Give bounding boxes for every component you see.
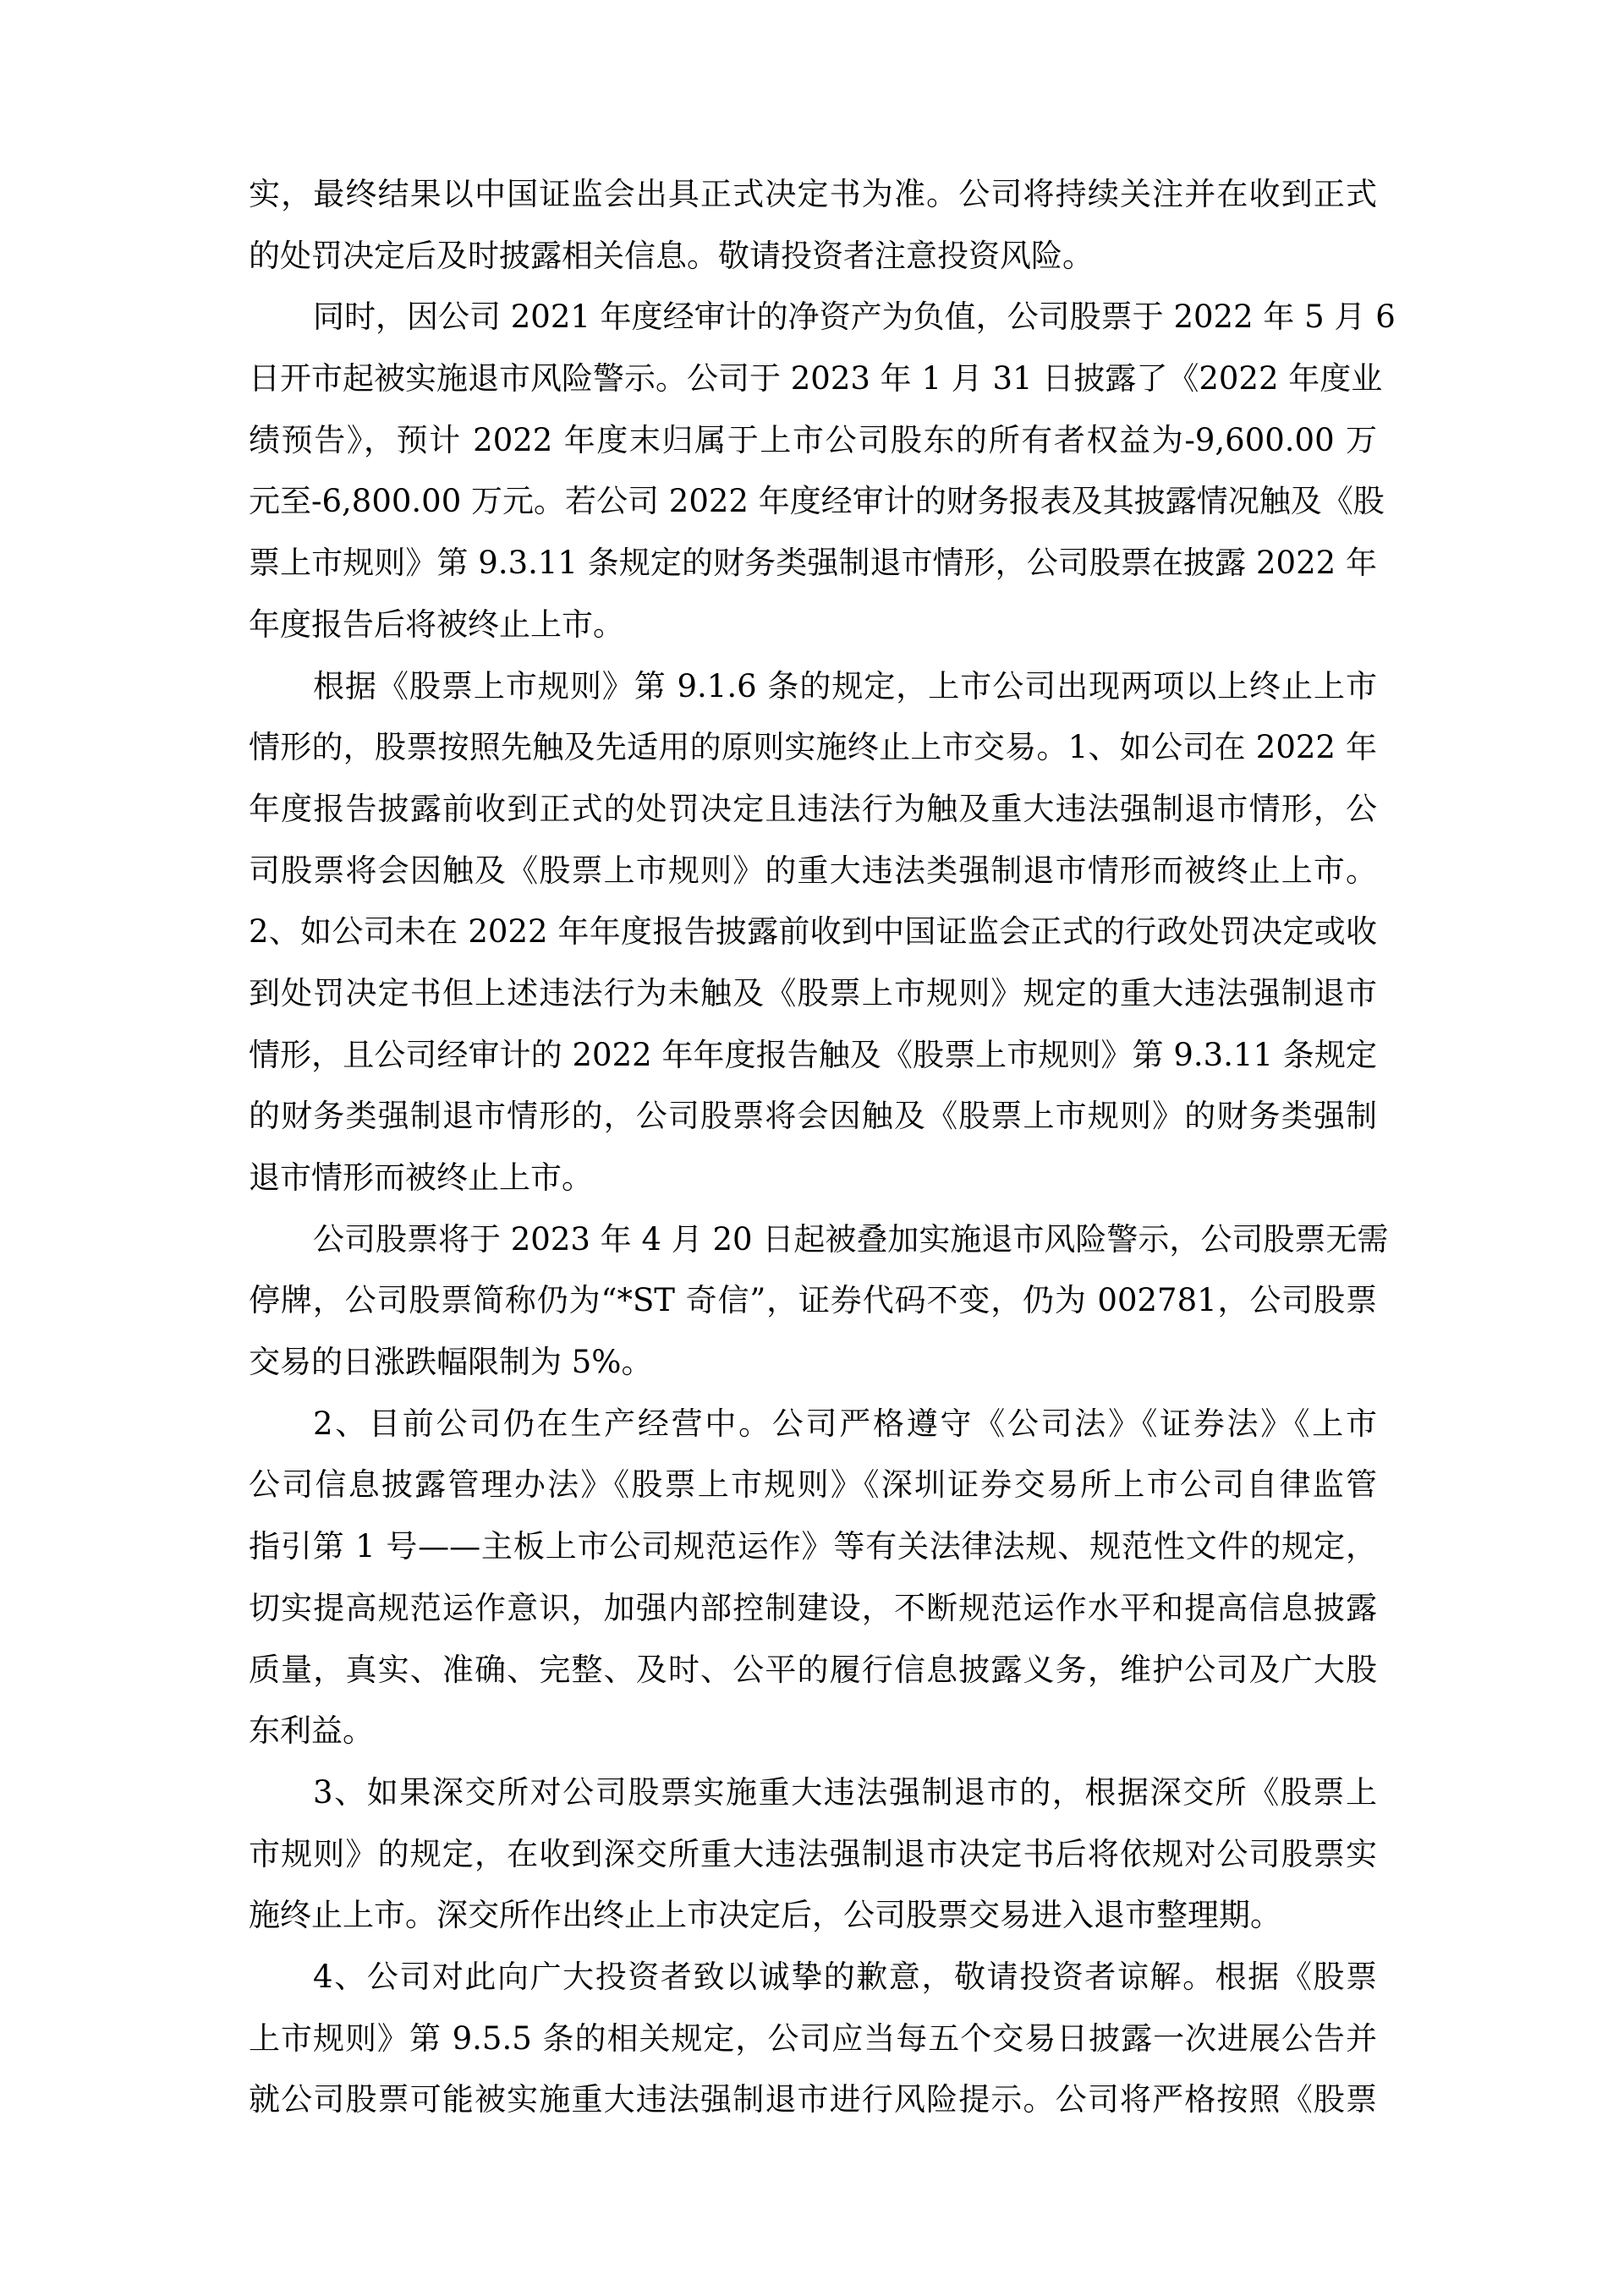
text-line: 根据《股票上市规则》第 9.1.6 条的规定，上市公司出现两项以上终止上市 bbox=[313, 667, 1377, 704]
text-line: 交易的日涨跌幅限制为 5%。 bbox=[249, 1344, 653, 1381]
paragraph-3 bbox=[249, 656, 1377, 1209]
text-line: 施终止上市。深交所作出终止上市决定后，公司股票交易进入退市整理期。 bbox=[249, 1897, 1281, 1934]
paragraph-1 bbox=[249, 164, 1377, 287]
text-line: 停牌，公司股票简称仍为“*ST 奇信”，证券代码不变，仍为 002781，公司股票 bbox=[249, 1282, 1377, 1319]
text-line: 4、公司对此向广大投资者致以诚挚的歉意，敬请投资者谅解。根据《股票 bbox=[313, 1958, 1377, 1995]
text-line: 情形的，股票按照先触及先适用的原则实施终止上市交易。1、如公司在 2022 年 bbox=[249, 729, 1377, 766]
paragraph-4 bbox=[249, 1209, 1389, 1394]
text-line: 上市规则》第 9.5.5 条的相关规定，公司应当每五个交易日披露一次进展公告并 bbox=[249, 2019, 1377, 2057]
text-line: 同时，因公司 2021 年度经审计的净资产为负值，公司股票于 2022 年 5 月 6 bbox=[313, 299, 1396, 336]
text-line: 票上市规则》第 9.3.11 条规定的财务类强制退市情形，公司股票在披露 2022 年 bbox=[249, 545, 1377, 582]
paragraph-5 bbox=[249, 1394, 1377, 1762]
paragraph-6 bbox=[249, 1762, 1377, 1947]
text-line: 公司信息披露管理办法》《股票上市规则》《深圳证券交易所上市公司自律监管 bbox=[249, 1466, 1377, 1504]
text-line: 指引第 1 号——主板上市公司规范运作》等有关法律法规、规范性文件的规定， bbox=[249, 1528, 1377, 1565]
text-line: 年度报告披露前收到正式的处罚决定且违法行为触及重大违法强制退市情形，公 bbox=[249, 790, 1377, 827]
text-line: 2、目前公司仍在生产经营中。公司严格遵守《公司法》《证券法》《上市 bbox=[313, 1405, 1377, 1442]
text-line: 绩预告》，预计 2022 年度末归属于上市公司股东的所有者权益为-9,600.00 万 bbox=[249, 421, 1377, 458]
text-line: 司股票将会因触及《股票上市规则》的重大违法类强制退市情形而被终止上市。 bbox=[249, 852, 1377, 889]
text-line: 元至-6,800.00 万元。若公司 2022 年度经审计的财务报表及其披露情况触及《股 bbox=[249, 483, 1385, 520]
text-line: 就公司股票可能被实施重大违法强制退市进行风险提示。公司将严格按照《股票 bbox=[249, 2081, 1377, 2118]
document-body bbox=[249, 164, 1396, 2131]
paragraph-7 bbox=[249, 1947, 1377, 2131]
text-line: 到处罚决定书但上述违法行为未触及《股票上市规则》规定的重大违法强制退市 bbox=[249, 974, 1377, 1011]
text-line: 的财务类强制退市情形的，公司股票将会因触及《股票上市规则》的财务类强制 bbox=[249, 1098, 1377, 1135]
text-line: 日开市起被实施退市风险警示。公司于 2023 年 1 月 31 日披露了《2022 年度业 bbox=[249, 360, 1383, 397]
text-line: 3、如果深交所对公司股票实施重大违法强制退市的，根据深交所《股票上 bbox=[313, 1773, 1377, 1811]
text-line: 实，最终结果以中国证监会出具正式决定书为准。公司将持续关注并在收到正式 bbox=[249, 176, 1377, 212]
text-line: 东利益。 bbox=[249, 1712, 374, 1750]
text-line: 市规则》的规定，在收到深交所重大违法强制退市决定书后将依规对公司股票实 bbox=[249, 1835, 1377, 1872]
text-line: 退市情形而被终止上市。 bbox=[249, 1159, 593, 1196]
text-line: 年度报告后将被终止上市。 bbox=[249, 606, 624, 643]
text-line: 的处罚决定后及时披露相关信息。敬请投资者注意投资风险。 bbox=[249, 237, 1094, 274]
text-line: 公司股票将于 2023 年 4 月 20 日起被叠加实施退市风险警示，公司股票无需 bbox=[313, 1220, 1389, 1258]
text-line: 切实提高规范运作意识，加强内部控制建设，不断规范运作水平和提高信息披露 bbox=[249, 1589, 1377, 1626]
text-line: 2、如公司未在 2022 年年度报告披露前收到中国证监会正式的行政处罚决定或收 bbox=[249, 913, 1377, 951]
text-line: 情形，且公司经审计的 2022 年年度报告触及《股票上市规则》第 9.3.11 条规定 bbox=[249, 1036, 1377, 1073]
paragraph-2 bbox=[249, 287, 1396, 655]
text-line: 质量，真实、准确、完整、及时、公平的履行信息披露义务，维护公司及广大股 bbox=[249, 1651, 1377, 1688]
